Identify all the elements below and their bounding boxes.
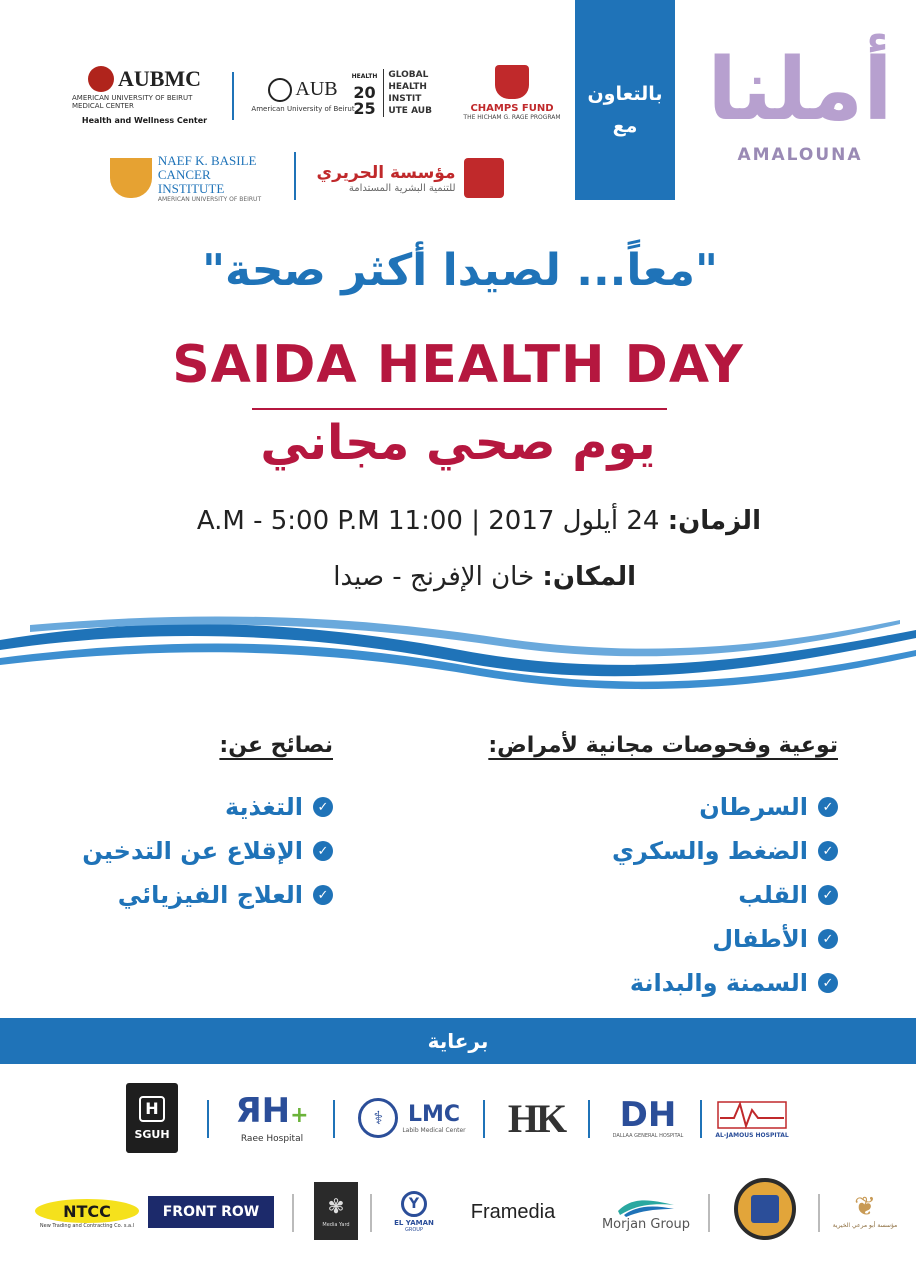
dh-name: DH (619, 1095, 677, 1135)
emblem-icon (734, 1178, 796, 1240)
ntcc-logo (33, 1196, 141, 1232)
check-circle-icon: ✓ (818, 797, 838, 817)
hk-name: HK (507, 1095, 565, 1141)
sguh-name: SGUH (134, 1127, 170, 1141)
title-underline (252, 408, 667, 410)
ntcc-name: NTCC (35, 1199, 139, 1223)
sponsor-divider (370, 1194, 372, 1232)
event-place (333, 562, 636, 592)
check-circle-icon: ✓ (313, 841, 333, 861)
rh-monogram-icon: ЯH+ (235, 1090, 309, 1131)
list-item (82, 785, 333, 829)
screenings-list (612, 785, 838, 1005)
list-item (612, 785, 838, 829)
champs-fund-logo (462, 50, 562, 135)
aubmc-logo (72, 55, 217, 135)
global-health-institute-logo (343, 55, 448, 130)
aub-name: AUB (295, 78, 338, 100)
aubmc-name: AUBMC (117, 65, 202, 91)
place-label: المكان: (542, 562, 636, 592)
place-value: خان الإفرنج - صيدا (333, 562, 535, 592)
collaboration-box (575, 0, 675, 200)
collaboration-line2: مع (612, 115, 638, 137)
list-item-label: السمنة والبدانة (629, 969, 808, 997)
lmc-logo (358, 1088, 466, 1148)
sponsor-divider (207, 1100, 209, 1138)
check-circle-icon: ✓ (818, 885, 838, 905)
el-yaman-subtitle: GROUP (405, 1227, 423, 1233)
list-item (82, 873, 333, 917)
wave-divider (0, 610, 916, 700)
list-item-label: السرطان (699, 793, 808, 821)
y-monogram-icon: Y (401, 1191, 427, 1217)
raee-hospital-logo (232, 1088, 312, 1148)
sponsor-divider (483, 1100, 485, 1138)
list-item-label: العلاج الفيزيائي (117, 881, 303, 909)
front-row-logo (148, 1196, 274, 1228)
screenings-heading: توعية وفحوصات مجانية لأمراض: (488, 733, 838, 758)
basile-name2: CANCER INSTITUTE (157, 166, 225, 196)
framedia-logo (456, 1196, 570, 1228)
sponsor-divider (333, 1100, 335, 1138)
ghi-year2: 25 (353, 98, 376, 118)
sponsor-divider (700, 1100, 702, 1138)
basile-cancer-institute-logo (110, 150, 280, 206)
charity-foundation-logo (830, 1180, 900, 1240)
time-label: الزمان: (667, 506, 761, 536)
list-item (612, 961, 838, 1005)
list-item (612, 873, 838, 917)
sponsor-divider (588, 1100, 590, 1138)
list-item-label: التغذية (224, 793, 303, 821)
hands-icon (110, 158, 152, 198)
aub-seal-icon (268, 78, 292, 102)
charity-foundation-name: مؤسسة أبو مرعي الخيرية (832, 1221, 898, 1229)
sponsors-bar: برعاية (0, 1018, 916, 1064)
check-circle-icon: ✓ (818, 841, 838, 861)
list-item (612, 917, 838, 961)
wheat-icon: ❦ (854, 1191, 876, 1222)
dallaa-hospital-logo (608, 1088, 688, 1148)
aub-logo (248, 60, 358, 130)
wave-icon (616, 1197, 676, 1217)
flower-icon: ✾ (327, 1194, 345, 1218)
event-title: SAIDA HEALTH DAY (172, 335, 744, 395)
morjan-name: Morjan Group (601, 1216, 691, 1232)
list-item-label: القلب (738, 881, 808, 909)
raee-name: Raee Hospital (240, 1133, 304, 1144)
check-circle-icon: ✓ (313, 885, 333, 905)
event-time (197, 506, 761, 536)
collaboration-line1: بالتعاون (587, 83, 663, 105)
list-item-label: الضغط والسكري (612, 837, 808, 865)
champs-name: CHAMPS FUND (470, 102, 554, 114)
ghi-year1: 20 (353, 82, 376, 102)
morjan-group-logo (596, 1190, 696, 1238)
event-subtitle: يوم صحي مجاني (260, 415, 656, 471)
dh-subtitle: DALLAA GENERAL HOSPITAL (612, 1133, 684, 1139)
aubmc-subtitle: AMERICAN UNIVERSITY OF BEIRUT MEDICAL CENTER (72, 93, 193, 110)
cedar-tree-icon (88, 66, 114, 92)
amalouna-logo-english: AMALOUNA (737, 145, 863, 165)
list-item-label: الأطفال (712, 925, 808, 953)
advice-list (82, 785, 333, 917)
amalouna-logo (700, 35, 900, 210)
media-yard-logo (314, 1182, 358, 1240)
sponsor-divider (818, 1194, 820, 1232)
time-value: 24 أيلول 2017 | 11:00 A.M - 5:00 P.M (196, 506, 660, 536)
ghi-year (352, 69, 378, 117)
caduceus-icon: ⚕ (358, 1098, 398, 1138)
aub-subtitle: American University of Beirut (251, 104, 355, 113)
front-row-name: FRONT ROW (162, 1204, 260, 1220)
check-circle-icon: ✓ (313, 797, 333, 817)
ghi-text: GLOBAL HEALTH INSTIT UTE AUB (383, 69, 439, 117)
lmc-name: LMC (407, 1102, 461, 1127)
basile-name: NAEF K. BASILE (157, 152, 257, 168)
aubmc-tagline: Health and Wellness Center (81, 115, 208, 125)
framedia-name: Framedia (470, 1200, 556, 1223)
list-item (82, 829, 333, 873)
el-yaman-logo (382, 1186, 446, 1238)
sponsor-divider (292, 1194, 294, 1232)
hariri-foundation-logo (310, 150, 510, 206)
al-jamous-name: AL-JAMOUS HOSPITAL (715, 1131, 789, 1139)
slogan: "معاً... لصيدا أكثر صحة" (202, 245, 718, 296)
check-circle-icon: ✓ (818, 929, 838, 949)
book-icon (464, 158, 504, 198)
list-item-label: الإقلاع عن التدخين (82, 837, 303, 865)
lmc-subtitle: Labib Medical Center (402, 1127, 466, 1134)
header-divider (232, 72, 234, 120)
advice-heading: نصائح عن: (219, 733, 333, 758)
header-divider (294, 152, 296, 200)
hariri-subtitle: للتنمية البشرية المستدامة (348, 182, 456, 194)
emblem-logo (732, 1176, 798, 1242)
check-circle-icon: ✓ (818, 973, 838, 993)
trophy-icon (495, 65, 529, 99)
sponsor-divider (708, 1194, 710, 1232)
el-yaman-name: EL YAMAN (394, 1219, 434, 1227)
basile-subtitle: AMERICAN UNIVERSITY OF BEIRUT (157, 195, 262, 203)
hariri-name: مؤسسة الحريري (316, 162, 456, 183)
champs-subtitle: THE HICHAM G. RAGE PROGRAM (463, 113, 561, 121)
ghi-year-top: HEALTH (351, 72, 378, 80)
amalouna-logo-arabic: أملنا (707, 40, 893, 140)
hk-logo (508, 1088, 564, 1148)
building-icon: H (139, 1096, 165, 1122)
ntcc-subtitle: New Trading and Contracting Co. s.a.l (39, 1223, 135, 1229)
list-item (612, 829, 838, 873)
al-jamous-hospital-logo (712, 1088, 792, 1148)
heartbeat-icon (716, 1098, 788, 1132)
sguh-logo (126, 1083, 178, 1153)
media-yard-name: Media Yard (322, 1222, 350, 1228)
